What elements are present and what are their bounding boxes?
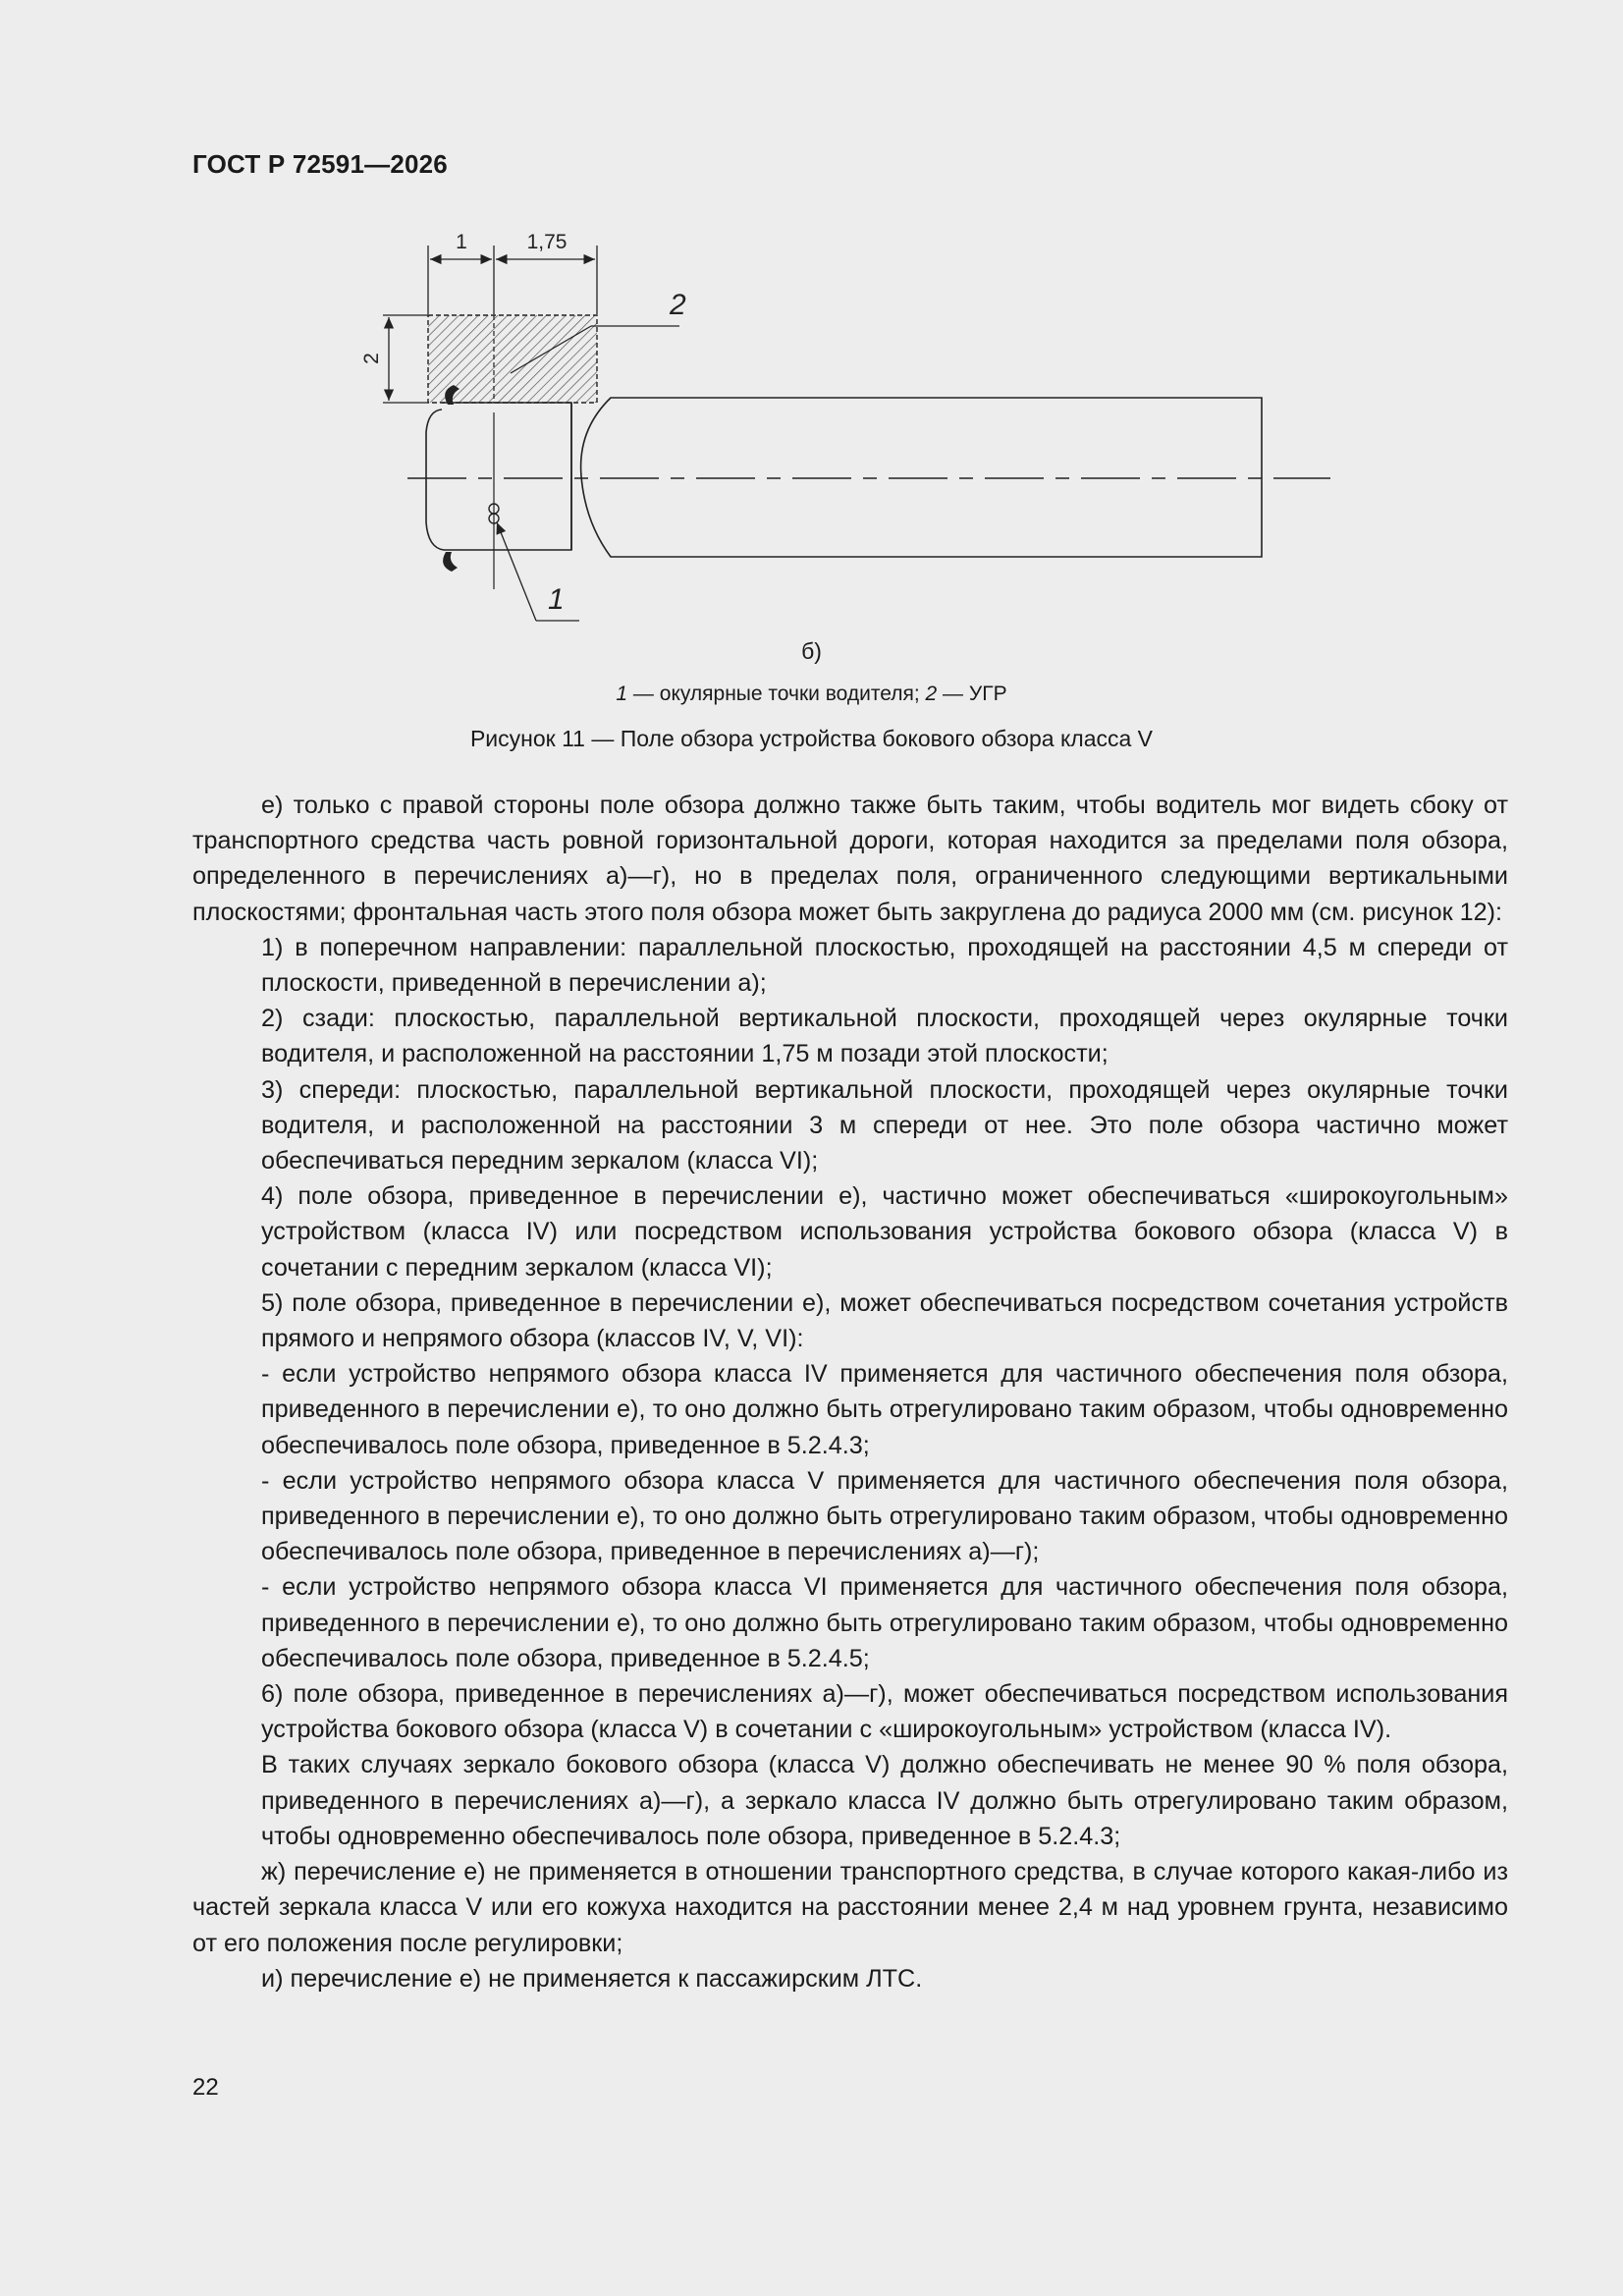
figure-sublabel: б): [801, 638, 822, 664]
dim-label-2: 2: [360, 353, 383, 364]
legend-num-2: 2: [925, 683, 938, 705]
paragraph: 5) поле обзора, приведенное в перечислении е), может обеспечиваться посредством сочетания устройств прямого и непрямого обзора (классов IV, V, VI):: [261, 1288, 1508, 1353]
callout-1-label: 1: [548, 583, 565, 616]
paragraph: ж) перечисление е) не применяется в отношении транспортного средства, в случае которого какая-либо из частей зеркала класса V или его кожуха находится на расстоянии менее 2,4 м над уровнем грунта, независимо от его положения после регулировки;: [192, 1858, 1508, 1957]
paragraph: - если устройство непрямого обзора класса V применяется для частичного обеспечения поля обзора, приведенного в перечислении е), то оно должно быть отрегулировано таким образом, чтобы одновременно обеспечивалось поле обзора, приведенное в перечислениях а)—г);: [261, 1466, 1508, 1566]
paragraph: В таких случаях зеркало бокового обзора (класса V) должно обеспечивать не менее 90 % поля обзора, приведенного в перечислениях а)—г), а зеркало класса IV должно быть отрегулировано таким образом, чтобы одновременно обеспечивалось поле обзора, приведенное в 5.2.4.3;: [261, 1751, 1508, 1850]
legend-text-1: — окулярные точки водителя;: [627, 683, 926, 705]
callout-1-leader: [497, 522, 536, 621]
body-text: [192, 788, 1508, 1996]
paragraph: и) перечисление е) не применяется к пассажирским ЛТС.: [261, 1964, 923, 1993]
figure-caption: Рисунок 11 — Поле обзора устройства бокового обзора класса V: [469, 726, 1154, 751]
figure-legend: [0, 683, 1623, 706]
dim-label-1: 1: [456, 231, 467, 253]
figure-diagram: [360, 216, 1365, 648]
paragraph: 3) спереди: плоскостью, параллельной вертикальной плоскости, проходящей через окулярные точки водителя, и расположенной на расстоянии 3 м спереди от нее. Это поле обзора частично может обеспечиваться передним зеркалом (класса VI);: [261, 1075, 1508, 1175]
paragraph: е) только с правой стороны поле обзора должно также быть таким, чтобы водитель мог видеть сбоку от транспортного средства часть ровной горизонтальной дороги, которая находится за пределами поля обзора, определенного в перечислениях а)—г), но в пределах поля, ограниченного следующими вертикальными плоскостями; фронтальная часть этого поля обзора может быть закруглена до радиуса 2000 мм (см. рисунок 12):: [192, 792, 1508, 926]
callout-2-label: 2: [670, 289, 686, 321]
paragraph: 1) в поперечном направлении: параллельной плоскостью, проходящей на расстоянии 4,5 м спереди от плоскости, приведенной в перечислении а);: [261, 933, 1508, 998]
page-number: 22: [192, 2074, 219, 2101]
dim-label-175: 1,75: [526, 231, 568, 253]
trailer-outline: [581, 398, 1262, 557]
legend-text-2: — УГР: [937, 683, 1007, 705]
document-header: ГОСТ Р 72591—2026: [192, 149, 448, 179]
legend-num-1: 1: [616, 683, 628, 705]
paragraph: - если устройство непрямого обзора класса IV применяется для частичного обеспечения поля обзора, приведенного в перечислении е), то оно должно быть отрегулировано таким образом, чтобы одновременно обеспечивалось поле обзора, приведенное в 5.2.4.3;: [261, 1360, 1508, 1459]
mirror-bottom-icon: [443, 552, 458, 572]
paragraph: 2) сзади: плоскостью, параллельной вертикальной плоскости, проходящей через окулярные точки водителя, и расположенной на расстоянии 1,75 м позади этой плоскости;: [261, 1005, 1508, 1068]
paragraph: - если устройство непрямого обзора класса VI применяется для частичного обеспечения поля обзора, приведенного в перечислении е), то оно должно быть отрегулировано таким образом, чтобы одновременно обеспечивалось поле обзора, приведенное в 5.2.4.5;: [261, 1573, 1508, 1672]
paragraph: 4) поле обзора, приведенное в перечислении е), частично может обеспечиваться «широкоугольным» устройством (класса IV) или посредством использования устройства бокового обзора (класса V) в сочетании с передним зеркалом (класса VI);: [261, 1182, 1508, 1282]
paragraph: 6) поле обзора, приведенное в перечислениях а)—г), может обеспечиваться посредством использования устройства бокового обзора (класса V) в сочетании с «широкоугольным» устройством (класса IV).: [261, 1680, 1508, 1744]
